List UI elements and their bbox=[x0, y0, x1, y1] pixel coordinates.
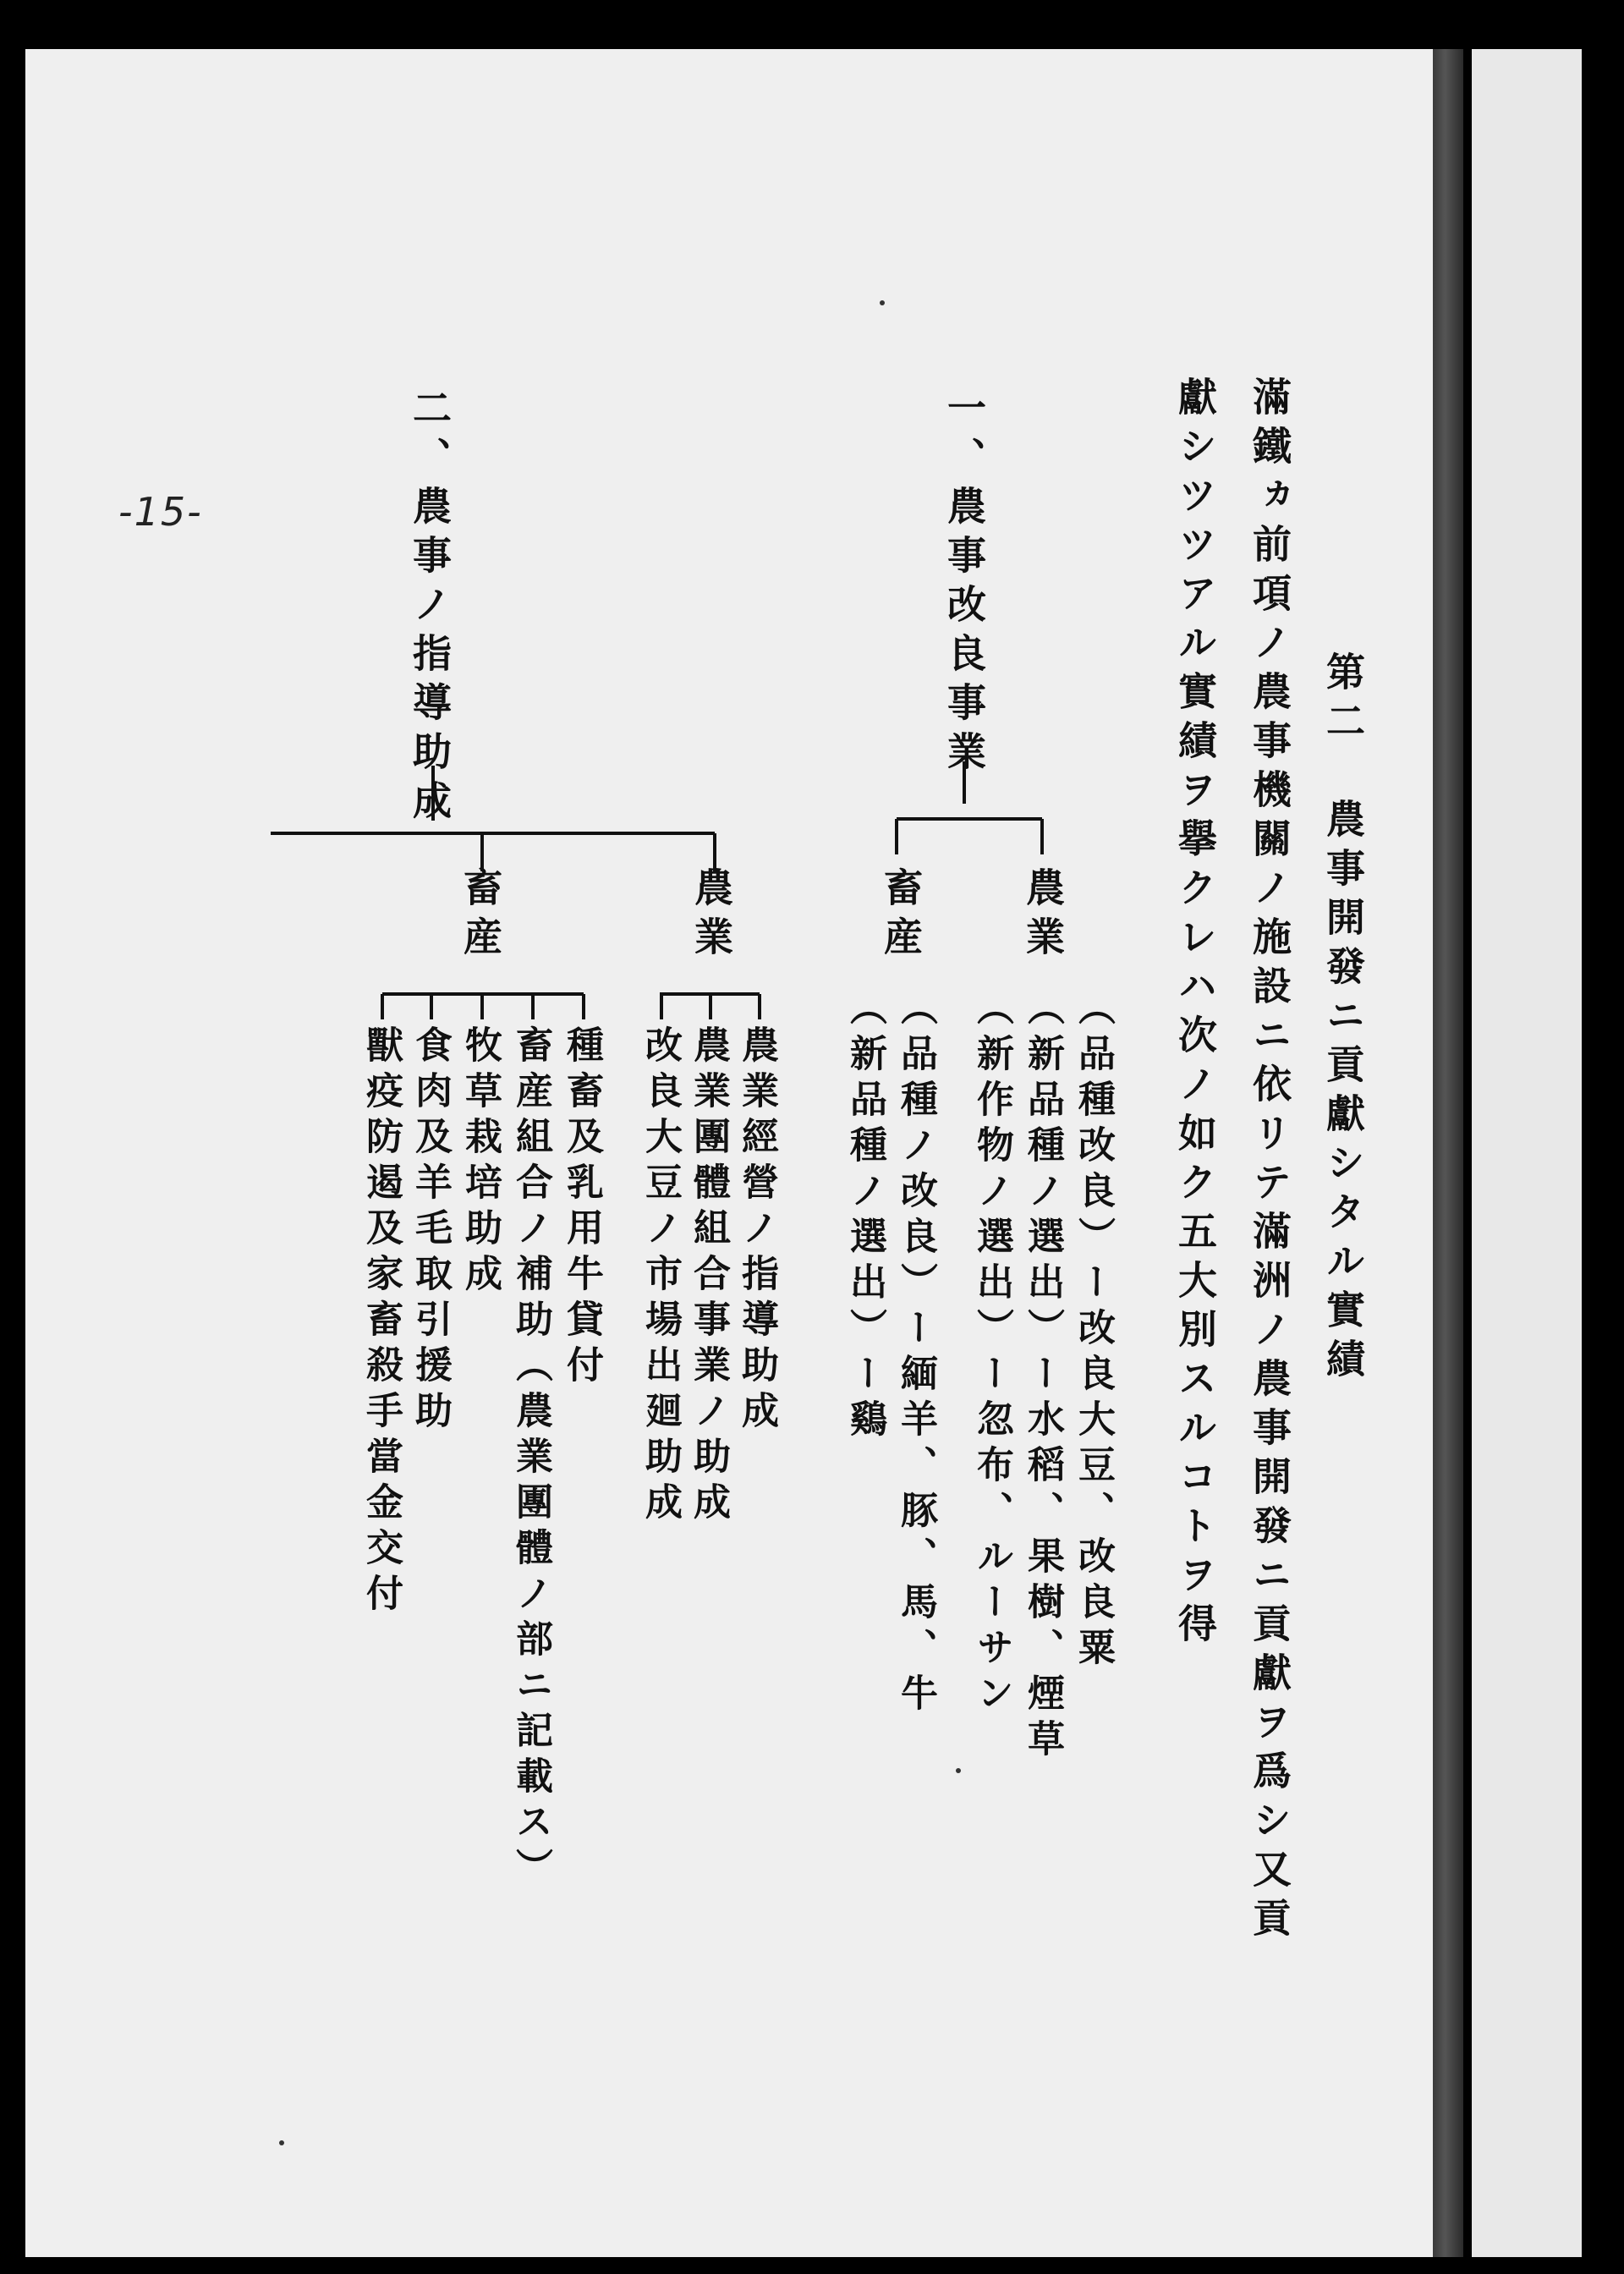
scan-speck bbox=[956, 1768, 961, 1773]
part2-livestock-item-5: 獸疫防遏及家畜殺手當金交付 bbox=[359, 1025, 403, 1619]
part1-livestock-label: 畜産 bbox=[878, 867, 924, 965]
section-heading: 第二 農事開發ニ貢獻シタル實績 bbox=[1320, 651, 1366, 1387]
part2-livestock-label: 畜産 bbox=[458, 867, 503, 965]
part2-agriculture-item-2: 農業團體組合事業ノ助成 bbox=[687, 1025, 730, 1528]
scan-speck bbox=[880, 300, 885, 305]
part2-agriculture-label: 農業 bbox=[689, 867, 734, 965]
part1-agriculture-item-2: （新品種ノ選出）ー水稻、果樹、煙草 bbox=[1021, 988, 1064, 1765]
page-number: -15- bbox=[118, 489, 203, 535]
part2-livestock-item-1: 種畜及乳用牛貸付 bbox=[560, 1025, 603, 1391]
part2-livestock-item-3: 牧草栽培助成 bbox=[458, 1025, 502, 1299]
part1-agriculture-item-3: （新作物ノ選出）ー忽布、ルーサン bbox=[970, 988, 1013, 1719]
intro-line-2: 獻シツツアル實績ヲ擧クレハ次ノ如ク五大別スルコトヲ得 bbox=[1172, 376, 1218, 1652]
part1-agriculture-label: 農業 bbox=[1020, 867, 1066, 965]
intro-line-1: 滿鐵ヵ前項ノ農事機關ノ施設ニ依リテ滿洲ノ農事開發ニ貢獻ヲ爲シ又貢 bbox=[1247, 376, 1292, 1947]
part1-title: 一、農事改良事業 bbox=[941, 387, 987, 780]
part2-agriculture-item-3: 改良大豆ノ市場出廻助成 bbox=[639, 1025, 682, 1528]
part1-agriculture-item-1: （品種改良）ー改良大豆、改良粟 bbox=[1072, 988, 1115, 1673]
part2-agriculture-item-1: 農業經營ノ指導助成 bbox=[735, 1025, 778, 1436]
part1-livestock-item-1: （品種ノ改良）ー緬羊、豚、馬、牛 bbox=[894, 988, 937, 1719]
part2-livestock-item-2: 畜産組合ノ補助（農業團體ノ部ニ記載ス） bbox=[509, 1025, 552, 1893]
part2-title: 二、農事ノ指導助成 bbox=[407, 387, 453, 829]
part1-livestock-item-2: （新品種ノ選出）ー鷄 bbox=[843, 988, 886, 1445]
scan-speck bbox=[279, 2140, 284, 2145]
part2-livestock-item-4: 食肉及羊毛取引援助 bbox=[409, 1025, 452, 1436]
